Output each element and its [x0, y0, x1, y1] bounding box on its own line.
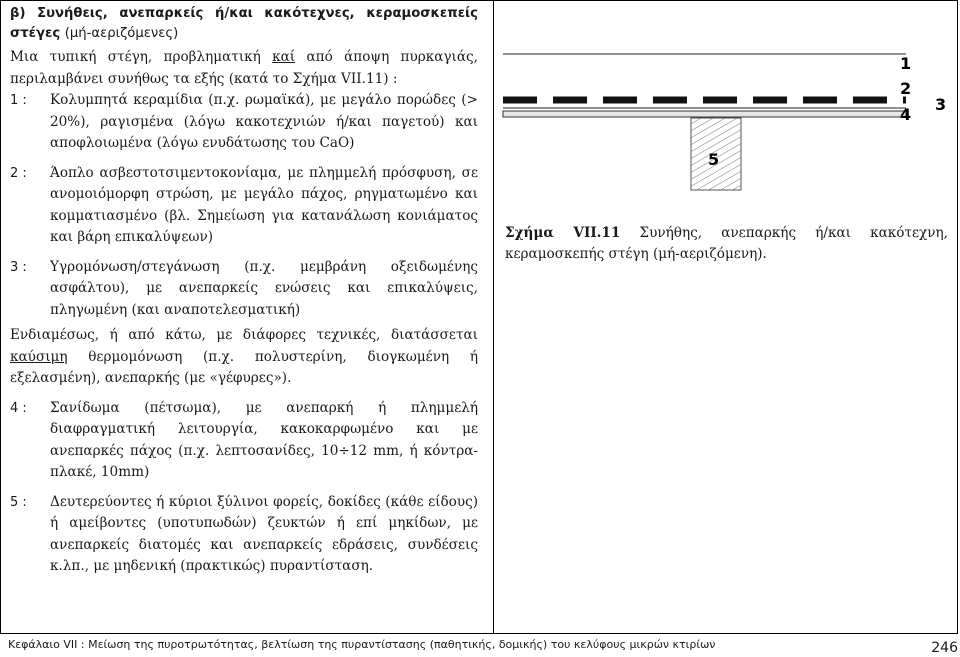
- item-text: Δευτερεύοντες ή κύριοι ξύλινοι φορείς, δοκίδες (κάθε είδους) ή αμείβοντες (υποτυπωδών) ζευκτών ή επί μηκίδων, με ανεπαρκείς διατομές και ανεπαρκείς εδράσεις, συνδέσεις κ.λπ., με μηδενική (πρακτικώς) πυραντίσταση.: [50, 493, 478, 574]
- label-1: 1: [900, 54, 912, 73]
- intro-kai-underlined: καί: [272, 49, 296, 65]
- intro-text-end: από άποψη πυρκαγιάς, περιλαμβάνει συνήθως τα εξής (κατά το Σχήμα VII.11) :: [10, 49, 478, 87]
- list-item-3: [10, 257, 478, 322]
- item-number: 1 :: [10, 93, 27, 108]
- insulation-kaysimi-underlined: καύσιμη: [10, 348, 68, 365]
- footer-text: Κεφάλαιο VII : Μείωση της πυροτρωτότητας, βελτίωση της πυραντίστασης (παθητικής, δομικής) του κελύφους μικρών κτιρίων: [8, 638, 716, 651]
- caption-text: Συνήθης, ανεπαρκής ή/και κακότεχνη, κεραμοσκεπής στέγη (μή-αεριζόμενη).: [505, 224, 948, 262]
- label-2: 2: [900, 79, 912, 98]
- item-number: 4 :: [10, 400, 27, 416]
- figure-caption: [505, 223, 948, 265]
- list-item-4: [10, 398, 478, 484]
- list-item-5: [10, 492, 478, 578]
- page-number: 246: [931, 640, 958, 656]
- item-text: Υγρομόνωση/στεγάνωση (π.χ. μεμβράνη οξειδωμένης ασφάλτου), με ανεπαρκείς ενώσεις και επικαλύψεις, πληγωμένη (και αναποτελεσματική): [50, 258, 478, 318]
- label-3: 3: [935, 95, 947, 114]
- list-item-2: [10, 163, 478, 249]
- item-text: Σανίδωμα (πέτσωμα), με ανεπαρκή ή πλημμελή διαφραγματική λειτουργία, κακοκαρφωμένο και με ανεπαρκές πάχος (π.χ. λεπτοσανίδες, 10÷12 mm, ή κόντρα-πλακέ, 10mm): [50, 399, 478, 480]
- label-4: 4: [900, 105, 912, 124]
- column-divider: [493, 0, 494, 634]
- insulation-text-end: θερμομόνωση (π.χ. πολυστερίνη, διογκωμένη ή εξελασμένη), ανεπαρκής (με «γέφυρες»).: [10, 348, 478, 386]
- section-title: β) Συνήθεις, ανεπαρκείς ή/και κακότεχνες, κεραμοσκεπείς στέγες: [10, 6, 478, 41]
- left-column: [10, 4, 478, 578]
- section-subtitle: (μή-αεριζόμενες): [64, 26, 179, 41]
- item-text: Άοπλο ασβεστοτσιμεντοκονίαμα, με πλημμελή πρόσφυση, σε ανομοιόμορφη στρώση, με μεγάλο πάχος, ρηγματωμένο και κομματιασμένο (βλ. Σημείωση για κατανάλωση κονιάματος και βάρη επικαλύψεων): [50, 164, 478, 245]
- insulation-note: [10, 325, 478, 390]
- intro-paragraph: [10, 47, 478, 90]
- caption-label: Σχήμα VII.11: [505, 224, 621, 241]
- item-number: 5 :: [10, 494, 27, 510]
- intro-text-start: Μια τυπική στέγη, προβληματική: [10, 49, 273, 65]
- section-heading: [10, 4, 478, 44]
- page-footer: [8, 638, 958, 656]
- insulation-text-start: Ενδιαμέσως, ή από κάτω, με διάφορες τεχνικές, διατάσσεται: [10, 327, 478, 343]
- list-item-1: [10, 90, 478, 155]
- label-5: 5: [708, 150, 720, 169]
- item-number: 3 :: [10, 259, 27, 275]
- item-number: 2 :: [10, 165, 27, 181]
- item-text: Κολυμπητά κεραμίδια (π.χ. ρωμαϊκά), με μεγάλο πορώδες (> 20%), ραγισμένα (λόγω κακοτεχνιών ή/και παγετού) και αποφλοιωμένα (λόγω ενυδάτωσης του CaO): [50, 92, 478, 151]
- decking-layer: [503, 111, 906, 117]
- roof-section-figure: [498, 48, 953, 198]
